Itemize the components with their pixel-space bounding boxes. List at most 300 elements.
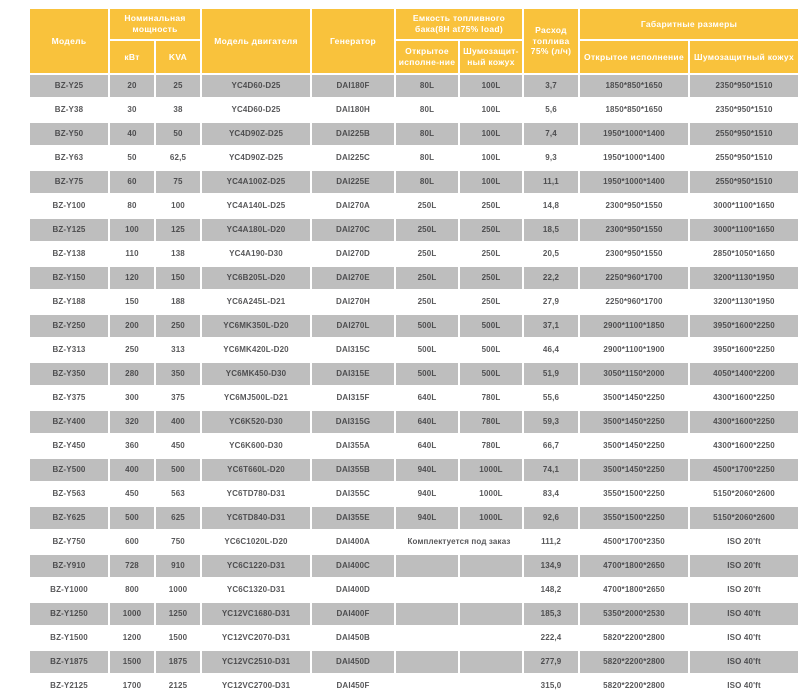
cell-dimensions-open: 1850*850*1650 (580, 99, 688, 121)
cell-power-kva: 500 (156, 459, 200, 481)
cell-model: BZ-Y910 (30, 555, 108, 577)
cell-dimensions-canopy: 3000*1100*1650 (690, 195, 798, 217)
cell-dimensions-open: 2300*950*1550 (580, 243, 688, 265)
table-row (30, 387, 798, 409)
header-fuel-consumption: Расход топлива 75% (л/ч) (524, 9, 578, 73)
cell-power-kw: 400 (110, 459, 154, 481)
header-tank-open: Открытое исполне-ние (396, 41, 458, 73)
cell-generator: DAI270H (312, 291, 394, 313)
cell-power-kva: 125 (156, 219, 200, 241)
cell-dimensions-canopy: 5150*2060*2600 (690, 507, 798, 529)
cell-tank-open (396, 627, 458, 649)
cell-tank-open: 250L (396, 195, 458, 217)
cell-power-kva: 25 (156, 75, 200, 97)
cell-engine-model: YC12VC2070-D31 (202, 627, 310, 649)
cell-tank-open: 500L (396, 339, 458, 361)
cell-generator: DAI355B (312, 459, 394, 481)
cell-power-kw: 360 (110, 435, 154, 457)
table-row (30, 411, 798, 433)
cell-tank-canopy: 250L (460, 267, 522, 289)
cell-dimensions-open: 3050*1150*2000 (580, 363, 688, 385)
cell-engine-model: YC4D60-D25 (202, 99, 310, 121)
cell-dimensions-open: 3500*1450*2250 (580, 459, 688, 481)
cell-generator: DAI315C (312, 339, 394, 361)
cell-fuel-consumption: 11,1 (524, 171, 578, 193)
cell-dimensions-canopy: ISO 40'ft (690, 675, 798, 697)
table-row (30, 315, 798, 337)
cell-power-kw: 1200 (110, 627, 154, 649)
cell-model: BZ-Y1500 (30, 627, 108, 649)
cell-power-kva: 138 (156, 243, 200, 265)
cell-dimensions-canopy: 2550*950*1510 (690, 147, 798, 169)
cell-engine-model: YC6A245L-D21 (202, 291, 310, 313)
cell-fuel-consumption: 315,0 (524, 675, 578, 697)
cell-dimensions-canopy: 4300*1600*2250 (690, 411, 798, 433)
cell-model: BZ-Y38 (30, 99, 108, 121)
cell-tank-canopy (460, 675, 522, 697)
cell-power-kw: 100 (110, 219, 154, 241)
cell-model: BZ-Y250 (30, 315, 108, 337)
cell-generator: DAI270A (312, 195, 394, 217)
cell-power-kva: 1875 (156, 651, 200, 673)
cell-engine-model: YC4A190-D30 (202, 243, 310, 265)
cell-engine-model: YC6T660L-D20 (202, 459, 310, 481)
header-rated-power-group: Номинальная мощность (110, 9, 200, 39)
cell-tank-open: 250L (396, 267, 458, 289)
cell-dimensions-canopy: ISO 20'ft (690, 531, 798, 553)
cell-generator: DAI315G (312, 411, 394, 433)
cell-generator: DAI355C (312, 483, 394, 505)
cell-model: BZ-Y400 (30, 411, 108, 433)
cell-tank-open: 500L (396, 363, 458, 385)
cell-power-kw: 60 (110, 171, 154, 193)
cell-tank-canopy (460, 627, 522, 649)
cell-power-kw: 800 (110, 579, 154, 601)
cell-tank-open: 940L (396, 483, 458, 505)
cell-generator: DAI315E (312, 363, 394, 385)
cell-dimensions-open: 5820*2200*2800 (580, 651, 688, 673)
cell-engine-model: YC4A100Z-D25 (202, 171, 310, 193)
cell-power-kva: 150 (156, 267, 200, 289)
cell-power-kw: 80 (110, 195, 154, 217)
cell-power-kw: 50 (110, 147, 154, 169)
table-row (30, 195, 798, 217)
cell-tank-open (396, 651, 458, 673)
cell-power-kva: 250 (156, 315, 200, 337)
cell-tank-open: 500L (396, 315, 458, 337)
header-model: Модель (30, 9, 108, 73)
table-row (30, 531, 798, 553)
cell-tank-canopy: 100L (460, 99, 522, 121)
cell-power-kva: 313 (156, 339, 200, 361)
cell-dimensions-open: 5820*2200*2800 (580, 675, 688, 697)
cell-dimensions-canopy: 4050*1400*2200 (690, 363, 798, 385)
cell-power-kw: 600 (110, 531, 154, 553)
table-row (30, 219, 798, 241)
table-row (30, 507, 798, 529)
cell-dimensions-canopy: 2850*1050*1650 (690, 243, 798, 265)
cell-dimensions-open: 3550*1500*2250 (580, 507, 688, 529)
cell-dimensions-open: 5820*2200*2800 (580, 627, 688, 649)
cell-tank-canopy: 500L (460, 363, 522, 385)
cell-dimensions-open: 2300*950*1550 (580, 219, 688, 241)
cell-tank-canopy: 100L (460, 123, 522, 145)
cell-generator: DAI450B (312, 627, 394, 649)
cell-model: BZ-Y450 (30, 435, 108, 457)
cell-fuel-consumption: 20,5 (524, 243, 578, 265)
header-power-kw: кВт (110, 41, 154, 73)
table-row (30, 363, 798, 385)
cell-dimensions-open: 2250*960*1700 (580, 267, 688, 289)
cell-power-kva: 100 (156, 195, 200, 217)
table-row (30, 579, 798, 601)
cell-engine-model: YC4D90Z-D25 (202, 123, 310, 145)
cell-fuel-consumption: 134,9 (524, 555, 578, 577)
table-row (30, 291, 798, 313)
cell-generator: DAI355E (312, 507, 394, 529)
cell-tank-note: Комплектуется под заказ (396, 531, 522, 553)
cell-generator: DAI400A (312, 531, 394, 553)
cell-dimensions-open: 3500*1450*2250 (580, 435, 688, 457)
header-dimensions-group: Габаритные размеры (580, 9, 798, 39)
cell-fuel-consumption: 3,7 (524, 75, 578, 97)
table-row (30, 123, 798, 145)
cell-fuel-consumption: 277,9 (524, 651, 578, 673)
header-row-bottom (30, 41, 798, 73)
cell-tank-canopy: 500L (460, 315, 522, 337)
table-row (30, 603, 798, 625)
cell-power-kva: 563 (156, 483, 200, 505)
cell-power-kva: 50 (156, 123, 200, 145)
cell-power-kva: 910 (156, 555, 200, 577)
header-engine-model: Модель двигателя (202, 9, 310, 73)
cell-power-kw: 250 (110, 339, 154, 361)
cell-tank-canopy: 780L (460, 435, 522, 457)
cell-power-kva: 750 (156, 531, 200, 553)
cell-engine-model: YC12VC1680-D31 (202, 603, 310, 625)
cell-model: BZ-Y1000 (30, 579, 108, 601)
cell-engine-model: YC6K600-D30 (202, 435, 310, 457)
cell-fuel-consumption: 83,4 (524, 483, 578, 505)
cell-tank-canopy (460, 579, 522, 601)
cell-generator: DAI180H (312, 99, 394, 121)
cell-power-kva: 62,5 (156, 147, 200, 169)
cell-fuel-consumption: 74,1 (524, 459, 578, 481)
cell-engine-model: YC6MK420L-D20 (202, 339, 310, 361)
cell-generator: DAI225E (312, 171, 394, 193)
cell-power-kva: 400 (156, 411, 200, 433)
cell-generator: DAI270E (312, 267, 394, 289)
cell-fuel-consumption: 9,3 (524, 147, 578, 169)
cell-tank-canopy (460, 555, 522, 577)
cell-dimensions-open: 2900*1100*1900 (580, 339, 688, 361)
cell-tank-open: 640L (396, 387, 458, 409)
cell-tank-canopy: 250L (460, 243, 522, 265)
cell-fuel-consumption: 7,4 (524, 123, 578, 145)
cell-dimensions-open: 1950*1000*1400 (580, 147, 688, 169)
cell-tank-open (396, 603, 458, 625)
cell-engine-model: YC6MK350L-D20 (202, 315, 310, 337)
cell-power-kw: 30 (110, 99, 154, 121)
cell-dimensions-canopy: 3950*1600*2250 (690, 339, 798, 361)
cell-engine-model: YC4A180L-D20 (202, 219, 310, 241)
cell-power-kw: 40 (110, 123, 154, 145)
table-row (30, 483, 798, 505)
cell-dimensions-canopy: 2350*950*1510 (690, 75, 798, 97)
cell-dimensions-canopy: 2350*950*1510 (690, 99, 798, 121)
cell-fuel-consumption: 66,7 (524, 435, 578, 457)
cell-fuel-consumption: 55,6 (524, 387, 578, 409)
table-row (30, 171, 798, 193)
cell-power-kva: 450 (156, 435, 200, 457)
table-body (30, 75, 798, 697)
cell-dimensions-open: 3500*1450*2250 (580, 411, 688, 433)
cell-dimensions-canopy: 5150*2060*2600 (690, 483, 798, 505)
cell-fuel-consumption: 51,9 (524, 363, 578, 385)
cell-fuel-consumption: 148,2 (524, 579, 578, 601)
header-generator: Генератор (312, 9, 394, 73)
cell-dimensions-canopy: ISO 40'ft (690, 651, 798, 673)
cell-dimensions-canopy: 3200*1130*1950 (690, 291, 798, 313)
cell-dimensions-open: 2250*960*1700 (580, 291, 688, 313)
cell-fuel-consumption: 27,9 (524, 291, 578, 313)
cell-model: BZ-Y25 (30, 75, 108, 97)
cell-power-kva: 1000 (156, 579, 200, 601)
cell-engine-model: YC6C1020L-D20 (202, 531, 310, 553)
cell-model: BZ-Y313 (30, 339, 108, 361)
cell-tank-canopy: 780L (460, 387, 522, 409)
generator-specification-table (28, 7, 800, 699)
cell-generator: DAI225B (312, 123, 394, 145)
cell-fuel-consumption: 59,3 (524, 411, 578, 433)
cell-generator: DAI450F (312, 675, 394, 697)
cell-fuel-consumption: 92,6 (524, 507, 578, 529)
cell-engine-model: YC6MJ500L-D21 (202, 387, 310, 409)
cell-power-kw: 200 (110, 315, 154, 337)
cell-engine-model: YC6C1220-D31 (202, 555, 310, 577)
cell-fuel-consumption: 22,2 (524, 267, 578, 289)
cell-dimensions-open: 3550*1500*2250 (580, 483, 688, 505)
cell-model: BZ-Y1875 (30, 651, 108, 673)
cell-generator: DAI270C (312, 219, 394, 241)
cell-power-kva: 188 (156, 291, 200, 313)
cell-tank-open: 940L (396, 459, 458, 481)
table-row (30, 75, 798, 97)
cell-power-kva: 350 (156, 363, 200, 385)
cell-fuel-consumption: 37,1 (524, 315, 578, 337)
cell-tank-open: 80L (396, 147, 458, 169)
cell-tank-canopy: 1000L (460, 483, 522, 505)
header-dimensions-canopy: Шумозащитный кожух (690, 41, 798, 73)
header-dimensions-open: Открытое исполнение (580, 41, 688, 73)
cell-tank-open: 80L (396, 123, 458, 145)
cell-tank-canopy: 1000L (460, 459, 522, 481)
cell-model: BZ-Y350 (30, 363, 108, 385)
cell-model: BZ-Y100 (30, 195, 108, 217)
cell-tank-open: 250L (396, 291, 458, 313)
cell-power-kva: 75 (156, 171, 200, 193)
cell-dimensions-open: 5350*2000*2530 (580, 603, 688, 625)
cell-power-kva: 1500 (156, 627, 200, 649)
cell-fuel-consumption: 111,2 (524, 531, 578, 553)
cell-generator: DAI400F (312, 603, 394, 625)
table-row (30, 267, 798, 289)
cell-power-kw: 320 (110, 411, 154, 433)
cell-power-kw: 300 (110, 387, 154, 409)
cell-dimensions-canopy: 4300*1600*2250 (690, 387, 798, 409)
cell-tank-canopy: 100L (460, 147, 522, 169)
table-row (30, 459, 798, 481)
cell-dimensions-canopy: ISO 20'ft (690, 555, 798, 577)
cell-engine-model: YC4A140L-D25 (202, 195, 310, 217)
cell-model: BZ-Y500 (30, 459, 108, 481)
cell-fuel-consumption: 18,5 (524, 219, 578, 241)
cell-tank-open: 640L (396, 411, 458, 433)
cell-tank-canopy: 100L (460, 171, 522, 193)
cell-model: BZ-Y188 (30, 291, 108, 313)
cell-tank-canopy (460, 603, 522, 625)
cell-model: BZ-Y63 (30, 147, 108, 169)
cell-dimensions-open: 2900*1100*1850 (580, 315, 688, 337)
cell-tank-open (396, 555, 458, 577)
cell-generator: DAI400D (312, 579, 394, 601)
cell-dimensions-canopy: 2550*950*1510 (690, 171, 798, 193)
cell-tank-open: 940L (396, 507, 458, 529)
cell-model: BZ-Y1250 (30, 603, 108, 625)
header-power-kva: KVA (156, 41, 200, 73)
cell-dimensions-open: 1950*1000*1400 (580, 123, 688, 145)
cell-power-kw: 728 (110, 555, 154, 577)
cell-generator: DAI270L (312, 315, 394, 337)
cell-generator: DAI400C (312, 555, 394, 577)
cell-power-kw: 1000 (110, 603, 154, 625)
cell-power-kw: 1700 (110, 675, 154, 697)
cell-tank-canopy: 1000L (460, 507, 522, 529)
cell-engine-model: YC4D60-D25 (202, 75, 310, 97)
cell-tank-canopy: 250L (460, 291, 522, 313)
cell-generator: DAI315F (312, 387, 394, 409)
cell-dimensions-canopy: 3950*1600*2250 (690, 315, 798, 337)
cell-fuel-consumption: 185,3 (524, 603, 578, 625)
cell-fuel-consumption: 46,4 (524, 339, 578, 361)
table-row (30, 99, 798, 121)
cell-tank-canopy (460, 651, 522, 673)
cell-dimensions-open: 4700*1800*2650 (580, 555, 688, 577)
cell-power-kva: 375 (156, 387, 200, 409)
cell-tank-canopy: 250L (460, 219, 522, 241)
cell-power-kw: 500 (110, 507, 154, 529)
cell-dimensions-open: 2300*950*1550 (580, 195, 688, 217)
cell-generator: DAI355A (312, 435, 394, 457)
cell-model: BZ-Y375 (30, 387, 108, 409)
cell-model: BZ-Y2125 (30, 675, 108, 697)
cell-engine-model: YC4D90Z-D25 (202, 147, 310, 169)
cell-tank-open (396, 675, 458, 697)
cell-power-kw: 20 (110, 75, 154, 97)
table-row (30, 651, 798, 673)
cell-engine-model: YC6MK450-D30 (202, 363, 310, 385)
cell-tank-open: 80L (396, 171, 458, 193)
cell-fuel-consumption: 222,4 (524, 627, 578, 649)
cell-dimensions-canopy: ISO 40'ft (690, 627, 798, 649)
cell-model: BZ-Y150 (30, 267, 108, 289)
table-row (30, 627, 798, 649)
table-header (30, 9, 798, 73)
cell-engine-model: YC6K520-D30 (202, 411, 310, 433)
cell-model: BZ-Y563 (30, 483, 108, 505)
header-fuel-tank-group: Емкость топливного бака(8H at75% load) (396, 9, 522, 39)
cell-power-kw: 120 (110, 267, 154, 289)
cell-dimensions-open: 4500*1700*2350 (580, 531, 688, 553)
cell-engine-model: YC12VC2510-D31 (202, 651, 310, 673)
cell-model: BZ-Y750 (30, 531, 108, 553)
cell-model: BZ-Y625 (30, 507, 108, 529)
cell-dimensions-canopy: ISO 20'ft (690, 579, 798, 601)
cell-engine-model: YC6C1320-D31 (202, 579, 310, 601)
cell-power-kw: 280 (110, 363, 154, 385)
cell-dimensions-open: 1850*850*1650 (580, 75, 688, 97)
cell-power-kw: 110 (110, 243, 154, 265)
cell-dimensions-open: 4700*1800*2650 (580, 579, 688, 601)
cell-power-kw: 450 (110, 483, 154, 505)
cell-tank-open: 80L (396, 75, 458, 97)
cell-dimensions-canopy: 3200*1130*1950 (690, 267, 798, 289)
cell-tank-canopy: 250L (460, 195, 522, 217)
cell-tank-open: 80L (396, 99, 458, 121)
cell-power-kva: 1250 (156, 603, 200, 625)
header-tank-canopy: Шумозащит-ный кожух (460, 41, 522, 73)
cell-power-kva: 625 (156, 507, 200, 529)
cell-engine-model: YC12VC2700-D31 (202, 675, 310, 697)
header-row-top (30, 9, 798, 39)
cell-model: BZ-Y125 (30, 219, 108, 241)
cell-power-kva: 38 (156, 99, 200, 121)
cell-tank-open: 640L (396, 435, 458, 457)
cell-power-kw: 1500 (110, 651, 154, 673)
cell-fuel-consumption: 14,8 (524, 195, 578, 217)
cell-tank-open: 250L (396, 243, 458, 265)
table-row (30, 435, 798, 457)
cell-generator: DAI180F (312, 75, 394, 97)
cell-power-kw: 150 (110, 291, 154, 313)
cell-tank-open (396, 579, 458, 601)
cell-tank-open: 250L (396, 219, 458, 241)
cell-generator: DAI450D (312, 651, 394, 673)
cell-fuel-consumption: 5,6 (524, 99, 578, 121)
cell-dimensions-open: 1950*1000*1400 (580, 171, 688, 193)
table-row (30, 675, 798, 697)
table-row (30, 339, 798, 361)
cell-tank-canopy: 100L (460, 75, 522, 97)
cell-tank-canopy: 780L (460, 411, 522, 433)
cell-engine-model: YC6B205L-D20 (202, 267, 310, 289)
cell-engine-model: YC6TD840-D31 (202, 507, 310, 529)
cell-generator: DAI270D (312, 243, 394, 265)
cell-engine-model: YC6TD780-D31 (202, 483, 310, 505)
table-row (30, 555, 798, 577)
cell-dimensions-canopy: 3000*1100*1650 (690, 219, 798, 241)
cell-dimensions-canopy: 4500*1700*2250 (690, 459, 798, 481)
cell-model: BZ-Y75 (30, 171, 108, 193)
cell-dimensions-open: 3500*1450*2250 (580, 387, 688, 409)
cell-generator: DAI225C (312, 147, 394, 169)
cell-tank-canopy: 500L (460, 339, 522, 361)
cell-dimensions-canopy: ISO 40'ft (690, 603, 798, 625)
table-row (30, 243, 798, 265)
table-row (30, 147, 798, 169)
cell-power-kva: 2125 (156, 675, 200, 697)
cell-dimensions-canopy: 4300*1600*2250 (690, 435, 798, 457)
